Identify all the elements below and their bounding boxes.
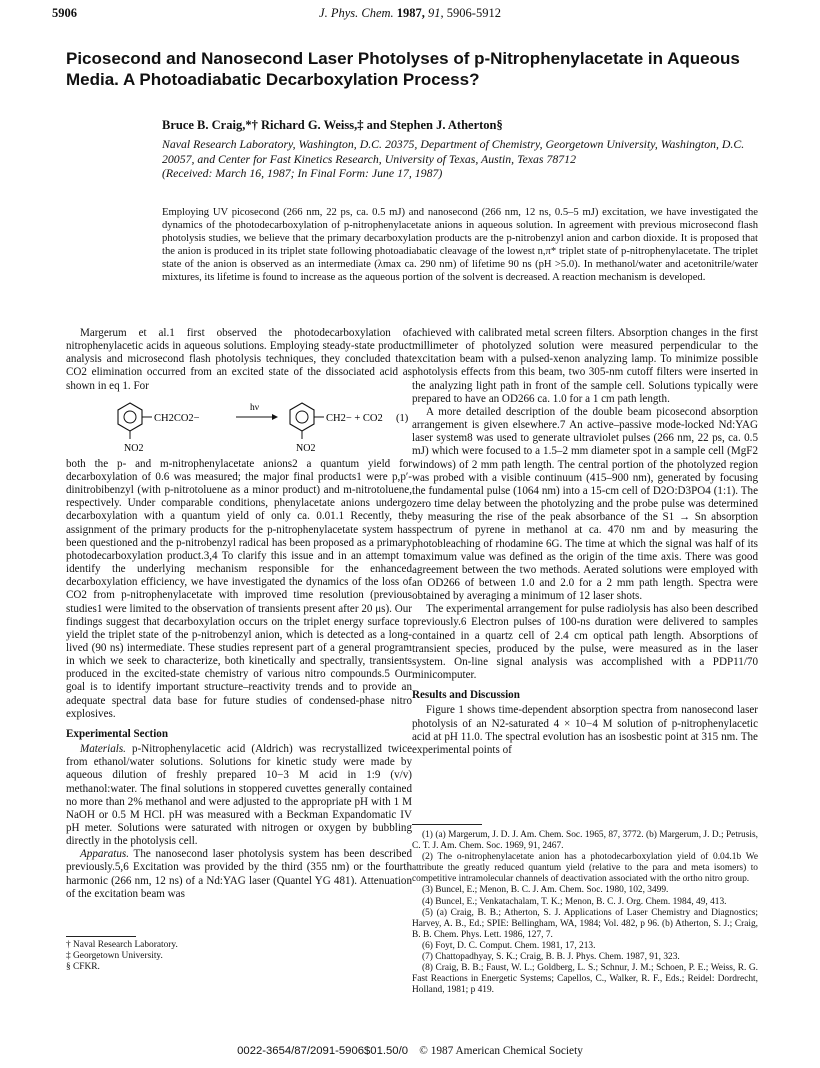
reaction-arrow-icon xyxy=(236,414,278,420)
journal-citation: J. Phys. Chem. 1987, 91, 5906-5912 xyxy=(319,6,501,20)
reference-7: (7) Chattopadhyay, S. K.; Craig, B. B. J. Phys. Chem. 1987, 91, 323. xyxy=(422,952,680,963)
apparatus-heading: Apparatus. xyxy=(80,848,130,861)
benzene-ring-right-icon xyxy=(290,403,324,439)
right-column xyxy=(412,327,758,757)
intro-paragraph-1: Margerum et al.1 first observed the photodecarboxylation of nitrophenylacetic acids in aqueous solutions. Employing steady-state product analysis and microsecond flash photolysis techniques, they concluded that CO2 elimination occurred from an excited state of the dissociated acid as shown in eq 1. For xyxy=(66,327,412,392)
affiliation-text: Naval Research Laboratory, Washington, D.C. 20375, Department of Chemistry, Georgetown University, Washington, D.C. 20057, and Center for Fast Kinetics Research, University of Texas, Austin, Texas 78712 xyxy=(162,137,745,166)
materials-paragraph xyxy=(66,743,412,848)
eq-number: (1) xyxy=(396,412,409,424)
reference-8: (8) Craig, B. B.; Faust, W. L.; Goldberg, L. S.; Schnur, J. M.; Schoen, P. E.; Weiss, R. G. Fast Reactions in Energetic Systems; Capellos, C., Walker, R. F., Eds.; Reidel: Dordrecht, Holland, 1981; p 419. xyxy=(412,963,758,996)
affiliation-footnotes xyxy=(66,936,412,973)
eq-arrow-label: hν xyxy=(250,402,260,413)
radiolysis-paragraph: The experimental arrangement for pulse radiolysis has also been described previously.6 Electron pulses of 100-ns duration were delivered to samples contained in a quartz cell of 2.4 cm optical path length. Absorptions of transient species, produced by the pulse, were measured as in the laser system. On-line signal analysis was accomplished with a PDP11/70 minicomputer. xyxy=(412,603,758,682)
materials-text: p-Nitrophenylacetic acid (Aldrich) was recrystallized twice from ethanol/water solutions. Solutions for kinetic study were made by aqueous dilution of freshly prepared 10−3 M acid in 1:9 (v/v) methanol:water. The final solutions in stoppered cuvettes generally contained no more than 2% methanol and were adjusted to the appropriate pH with 1 M NaOH or 0.5 M HCl. pH was measured with a Beckman Expandomatic IV pH meter. Solutions were saturated with nitrogen or oxygen by bubbling directly in the photolysis cell. xyxy=(66,743,412,848)
running-header xyxy=(52,6,768,22)
equation-1 xyxy=(66,395,412,455)
apparatus-text: The nanosecond laser photolysis system has been described previously.5,6 Excitation was provided by the third (355 nm) or the fourth harmonic (266 nm, 12 ns) of a Nd:YAG laser (Quantel YG 481). Attenuation of the excitation beam was xyxy=(66,848,412,900)
received-dates: (Received: March 16, 1987; In Final Form: June 17, 1987) xyxy=(162,166,443,180)
footnote-rule xyxy=(66,936,136,937)
page-number: 5906 xyxy=(52,6,77,20)
apparatus-continued: achieved with calibrated metal screen filters. Absorption changes in the first millimeter of photolyzed solution were measured perpendicular to the excitation beam with a pulsed-xenon analyzing lamp. To minimize possible photolysis effects from this beam, two 305-nm cutoff filters were inserted in the analyzing light path in front of the sample cell. Solutions typically were prepared to have an OD266 ca. 1.0 for a 1 cm path length. xyxy=(412,327,758,405)
apparatus-paragraph xyxy=(66,848,412,901)
benzene-ring-left-icon xyxy=(118,403,152,439)
reference-5: (5) (a) Craig, B. B.; Atherton, S. J. Applications of Laser Chemistry and Diagnostics; Harvey, A. B., Ed.; SPIE: Bellingham, WA, 1984; Vol. 482, p 96. (b) Atherton, S. J.; Craig, B. B. Chem. Phys. Lett. 1986, 127, 7. xyxy=(412,907,758,940)
intro-paragraph-2: both the p- and m-nitrophenylacetate anions2 a quantum yield for decarboxylation of 0.6 was measured; the major final products1 were p,p′-dinitrobibenzyl (with p-nitrotoluene as a minor product) and m-nitrotoluene, respectively. Under comparable conditions, phenylacetate anions undergo decarboxylation with a quantum yield of only ca. 0.01.1 Recently, the assignment of the primary products for the p-nitrophenylacetate system has been questioned and the p-nitrobenzyl radical has been proposed as a primary photodecarboxylation product.3,4 To clarify this issue and in an attempt to identify the underlying mechanism responsible for the enhanced decarboxylation efficiency, we have investigated the dynamics of the loss of CO2 from p-nitrophenylacetate with improved time resolution (previous studies1 were limited to the observation of transients present after 20 μs). Our findings suggest that decarboxylation occurs on the triplet energy surface to yield the triplet state of the p-nitrobenzyl anion, which is detected as a long-lived (90 ns) intermediate. These studies represent part of a general program in which we seek to characterize, both kinetically and spectrally, transients produced in the excited-state chemistry of various nitro compounds.5 Our goal is to identify important structure–reactivity trends and to provide an adequate spectral data base for future studies of condensed-phase nitro explosives. xyxy=(66,457,412,720)
materials-heading: Materials. xyxy=(80,743,126,756)
results-paragraph-1: Figure 1 shows time-dependent absorption spectra from nanosecond laser photolysis of an N2-saturated 4 × 10−4 M solution of p-nitrophenylacetic acid at pH 11.0. The spectral evolution has an isosbestic point at 315 nm. The experimental points of xyxy=(412,704,758,756)
reference-6: (6) Foyt, D. C. Comput. Chem. 1981, 17, 213. xyxy=(422,940,596,951)
reference-4: (4) Buncel, E.; Venkatachalam, T. K.; Menon, B. C. J. Org. Chem. 1984, 49, 413. xyxy=(422,896,727,907)
eq-nitro-left: NO2 xyxy=(124,442,144,454)
author-list: Bruce B. Craig,*† Richard G. Weiss,‡ and Stephen J. Atherton§ xyxy=(162,118,503,132)
eq-reactant-group: CH2CO2− xyxy=(154,412,200,424)
reference-1: (1) (a) Margerum, J. D. J. Am. Chem. Soc. 1965, 87, 3772. (b) Margerum, J. D.; Petrusis, C. T. J. Am. Chem. Soc. 1969, 91, 2467. xyxy=(412,830,758,852)
reference-3: (3) Buncel, E.; Menon, B. C. J. Am. Chem. Soc. 1980, 102, 3499. xyxy=(422,885,669,896)
footnote-2: ‡ Georgetown University. xyxy=(66,951,163,961)
article-code: 0022-3654/87/2091-5906$01.50/0 xyxy=(237,1045,408,1057)
reference-2: (2) The o-nitrophenylacetate anion has a photodecarboxylation yield of 0.04.1b We attribute the greatly reduced quantum yield (relative to the para and meta isomers) to competitive intramolecular channels of deactivation associated with the ortho nitro group. xyxy=(412,852,758,885)
reaction-scheme xyxy=(66,395,412,455)
footnote-1: † Naval Research Laboratory. xyxy=(66,940,178,950)
left-column xyxy=(66,327,412,901)
abstract: Employing UV picosecond (266 nm, 22 ps, ca. 0.5 mJ) and nanosecond (266 nm, 12 ns, 0.5–5 mJ) excitation, we have investigated the dynamics of the photodecarboxylation of p-nitrophenylacetate anions in aqueous solution. In agreement with previous microsecond flash photolysis studies, we believe that the primary decarboxylation products are the p-nitrobenzyl anion and carbon dioxide. It is proposed that the anion is produced in its triplet state following photoadiabatic cleavage of the lowest n,π* triplet state of p-nitrophenylacetate. The triplet state of the anion is observed as an intermediate (λmax ca. 290 nm) of lifetime 90 ns (pH >5.0). In methanol/water and acetonitrile/water mixtures, its lifetime is found to increase as the aqueous portion of the solvent is decreased. A reaction mechanism is developed. xyxy=(162,207,758,283)
section-heading-results: Results and Discussion xyxy=(412,689,520,702)
footnote-3: § CFKR. xyxy=(66,962,100,972)
reference-list xyxy=(412,824,758,996)
eq-nitro-right: NO2 xyxy=(296,442,316,454)
eq-product-group: CH2− + CO2 xyxy=(326,412,383,424)
picosecond-paragraph: A more detailed description of the double beam picosecond absorption arrangement is given elsewhere.7 An active–passive mode-locked Nd:YAG laser system8 was used to generate ultraviolet pulses (266 nm, 22 ps, ca. 0.5 mJ) which were focused to a 1.5–2 mm diameter spot in a sample cell (MgF2 windows) of 2 mm path length. The central portion of the photolyzed region was probed with a visible continuum (415–900 nm), generated by focusing the fundamental pulse (1064 nm) into a 15-cm cell of D2O:D3PO4 (1:1). The zero time delay between the photolyzing and the probe pulse was determined by measuring the rise of the peak absorbance of the S1 → Sn absorption spectrum of pyrene in methanol at ca. 470 nm and by measuring the photobleaching of rhodamine 6G. The time at which the signal was half of its maximum value was defined as the origin of the time axis. There was good agreement between the two methods. Aerated solutions were employed with an OD266 of between 1.0 and 2.0 for a 2 mm path length. Spectra were obtained by averaging a minimum of 12 laser shots. xyxy=(412,405,758,603)
page-footer xyxy=(0,1045,820,1057)
reference-rule xyxy=(412,824,482,825)
section-heading-experimental: Experimental Section xyxy=(66,727,168,740)
affiliation xyxy=(162,137,762,181)
copyright-notice: © 1987 American Chemical Society xyxy=(419,1045,583,1057)
article-title: Picosecond and Nanosecond Laser Photolyses of p-Nitrophenylacetate in Aqueous Media. A Photoadiabatic Decarboxylation Process? xyxy=(66,49,740,89)
